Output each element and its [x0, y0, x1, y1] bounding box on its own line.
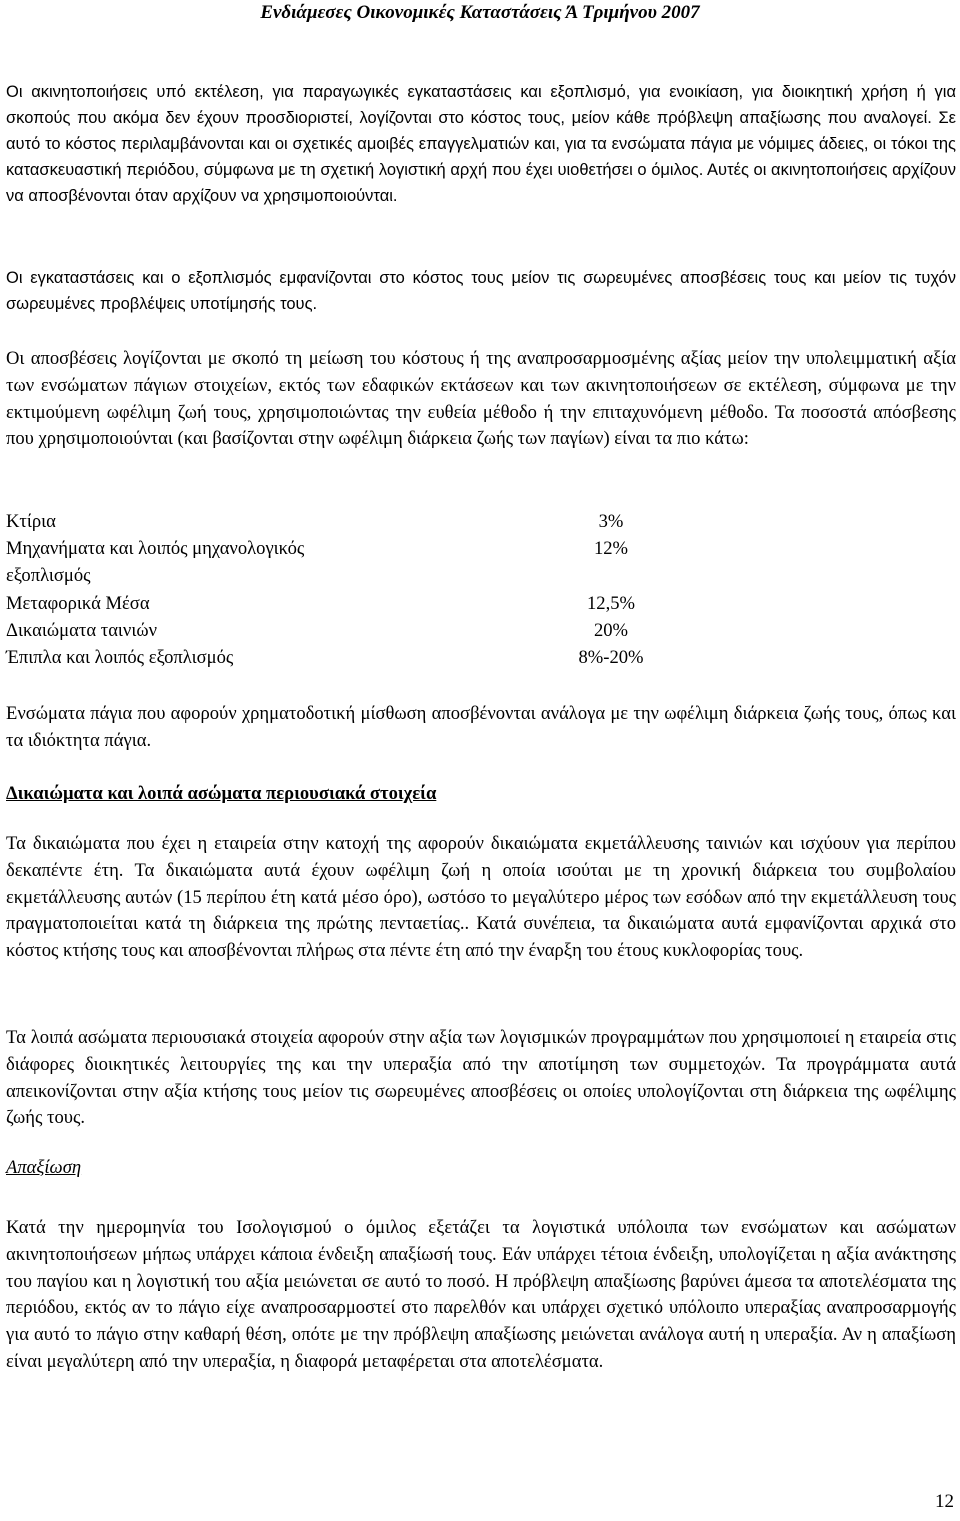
- depreciation-rate: 12%: [593, 538, 629, 560]
- depreciation-rate: 8%-20%: [578, 646, 644, 668]
- section-heading-impairment: [6, 1155, 956, 1182]
- table-row: [6, 617, 706, 644]
- section-heading-intangibles: [6, 781, 956, 808]
- table-row: [6, 508, 706, 535]
- paragraph-finance-lease: [6, 701, 956, 755]
- table-row: [6, 590, 706, 617]
- table-row: [6, 562, 706, 589]
- asset-name: Μεταφορικά Μέσα: [6, 592, 150, 614]
- paragraph-film-rights: [6, 831, 956, 965]
- page-number: 12: [935, 1491, 954, 1512]
- body-paragraph: Οι εγκαταστάσεις και ο εξοπλισμός εμφανίζονται στο κόστος τους μείον τις σωρευμένες αποσβέσεις τους και μείον τις τυχόν σωρευμένες προβλέψεις υποτίμησής τους.: [6, 269, 956, 314]
- depreciation-rate: 12,5%: [586, 592, 636, 614]
- body-paragraph: Ενσώματα πάγια που αφορούν χρηματοδοτική μίσθωση αποσβένονται ανάλογα με την ωφέλιμη διάρκεια ζωής τους, όπως και τα ιδιόκτητα πάγια.: [6, 703, 956, 751]
- paragraph-equipment-cost: [6, 265, 956, 317]
- asset-name: Κτίρια: [6, 511, 56, 532]
- body-paragraph: Τα λοιπά ασώματα περιουσιακά στοιχεία αφορούν στην αξία των λογισμικών προγραμμάτων που χρησιμοποιεί η εταιρεία στις διάφορες διοικητικές λειτουργίες της και την υπεραξία από την αποτίμηση των συμμετοχών. Τα προγράμματα αυτά απεικονίζονται στην αξία κτήσης τους μείον τις σωρευμένες αποσβέσεις οι οποίες υπολογίζονται στη διάρκεια της ωφέλιμης ζωής τους.: [6, 1027, 956, 1129]
- asset-name: εξοπλισμός: [6, 565, 91, 587]
- asset-name: Έπιπλα και λοιπός εξοπλισμός: [6, 646, 234, 668]
- paragraph-other-intangibles: [6, 1025, 956, 1132]
- table-row: [6, 644, 706, 671]
- table-row: [6, 535, 706, 562]
- document-header: Ενδιάμεσες Οικονομικές Καταστάσεις Ά Τριμήνου 2007: [260, 2, 700, 23]
- body-paragraph: Κατά την ημερομηνία του Ισολογισμού ο όμιλος εξετάζει τα λογιστικά υπόλοιπα των ενσώματων και ασώματων ακινητοποιήσεων μήπως υπάρχει κάποια ένδειξη απαξίωσή τους. Εάν υπάρχει τέτοια ένδειξη, υπολογίζεται η αξία ανάκτησης του παγίου και η λογιστική του αξία μειώνεται σε αυτό το ποσό. Η πρόβλεψη απαξίωσης βαρύνει άμεσα τα αποτελέσματα της περιόδου, εκτός αν το πάγιο είχε αναπροσαρμοστεί στο παρελθόν και υπάρχει σχετικό υπόλοιπο υπεραξίας αναπροσαρμογής για αυτό το πάγιο στην καθαρή θέση, οπότε με την πρόβλεψη απαξίωσης μειώνεται ανάλογα αυτή η υπεραξία. Αν η απαξίωση είναι μεγαλύτερη από την υπεραξία, η διαφορά μεταφέρεται στα αποτελέσματα.: [6, 1217, 956, 1372]
- body-paragraph: Τα δικαιώματα που έχει η εταιρεία στην κατοχή της αφορούν δικαιώματα εκμετάλλευσης ταινιών και ισχύουν για περίπου δεκαπέντε έτη. Τα δικαιώματα αυτά έχουν ωφέλιμη ζωή η οποία ισούται με τη χρονική διάρκεια του συμβολαίου εκμετάλλευσης αυτών (15 περίπου έτη κατά μέσο όρο), ωστόσο το μεγαλύτερο μέρος των εσόδων από την εκμετάλλευση τους πραγματοποιείται κατά τη διάρκεια της πρώτης πενταετίας.. Κατά συνέπεια, τα δικαιώματα αυτά εμφανίζονται αρχικά στο κόστος κτήσης τους και αποσβένονται πλήρως στα πέντε έτη από την έναρξη του έτους κυκλοφορίας τους.: [6, 833, 956, 962]
- asset-name: Μηχανήματα και λοιπός μηχανολογικός: [6, 538, 305, 560]
- body-paragraph: Οι αποσβέσεις λογίζονται με σκοπό τη μείωση του κόστους ή της αναπροσαρμοσμένης αξίας μείον την υπολειμματική αξία των ενσώματων πάγιων στοιχείων, εκτός των εδαφικών εκτάσεων και των ακινητοποιήσεων σε εκτέλεση, σύμφωνα με την εκτιμούμενη ωφέλιμη ζωή τους, χρησιμοποιώντας την ευθεία μέθοδο ή την επιταχυνόμενη μέθοδο. Τα ποσοστά απόσβεσης που χρησιμοποιούνται (και βασίζονται στην ωφέλιμη διάρκεια ζωής των παγίων) είναι τα πιο κάτω:: [6, 348, 956, 450]
- body-paragraph: Οι ακινητοποιήσεις υπό εκτέλεση, για παραγωγικές εγκαταστάσεις και εξοπλισμό, για ενοικίαση, για διοικητική χρήση ή για σκοπούς που ακόμα δεν έχουν προσδιοριστεί, λογίζονται στο κόστος τους, μείον κάθε πρόβλεψη απαξίωσης που αναλογεί. Σε αυτό το κόστος περιλαμβάνονται και οι σχετικές αμοιβές επαγγελματιών και, για τα ενσώματα πάγια με νόμιμες άδειες, οι τόκοι της κατασκευαστική περιόδου, σύμφωνα με τη σχετική λογιστική αρχή που έχει υιοθετήσει ο όμιλος. Αυτές οι ακινητοποιήσεις αρχίζουν να αποσβένονται όταν αρχίζουν να χρησιμοποιούνται.: [6, 83, 956, 206]
- section-heading: Δικαιώματα και λοιπά ασώματα περιουσιακά στοιχεία: [6, 783, 437, 804]
- paragraph-depreciation: [6, 346, 956, 453]
- section-heading: Απαξίωση: [6, 1157, 82, 1178]
- depreciation-rate: 20%: [593, 619, 629, 641]
- depreciation-rate: 3%: [598, 511, 624, 532]
- depreciation-rates-table: [6, 508, 706, 671]
- paragraph-impairment: [6, 1215, 956, 1376]
- paragraph-construction-in-progress: [6, 79, 956, 209]
- asset-name: Δικαιώματα ταινιών: [6, 619, 157, 641]
